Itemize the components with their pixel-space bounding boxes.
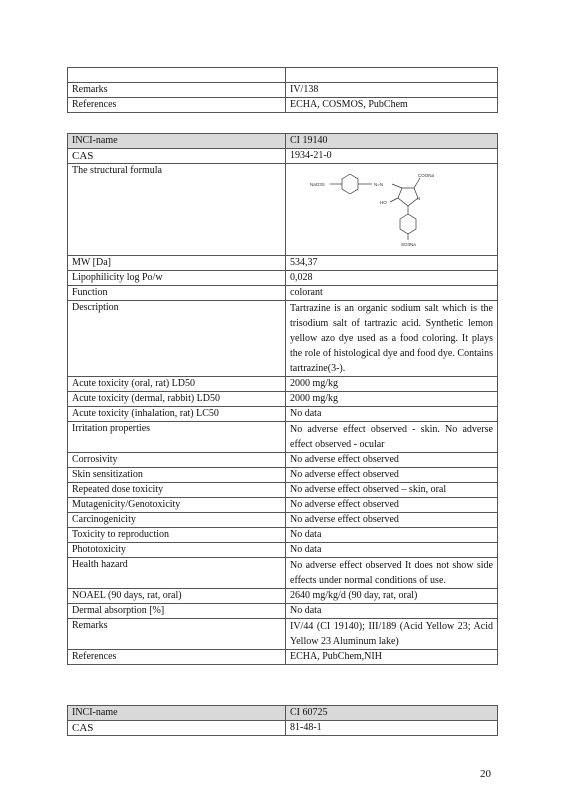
table-row bbox=[68, 256, 498, 271]
row-value: No adverse effect observed – skin, oral bbox=[286, 483, 498, 498]
table-row bbox=[68, 619, 498, 650]
cas-row bbox=[68, 721, 498, 736]
row-label bbox=[68, 68, 286, 83]
row-value: No data bbox=[286, 528, 498, 543]
row-label: Irritation properties bbox=[68, 422, 286, 453]
row-value: 2000 mg/kg bbox=[286, 377, 498, 392]
continued-table bbox=[67, 67, 498, 113]
structural-formula-cell bbox=[286, 164, 498, 256]
row-value: No adverse effect observed bbox=[286, 513, 498, 528]
formula-group-hydroxyl: HO bbox=[380, 200, 387, 205]
row-value: No data bbox=[286, 407, 498, 422]
table-row bbox=[68, 377, 498, 392]
table-row bbox=[68, 468, 498, 483]
table-row bbox=[68, 68, 498, 83]
row-label: Phototoxicity bbox=[68, 543, 286, 558]
row-label: References bbox=[68, 650, 286, 665]
row-label: Remarks bbox=[68, 619, 286, 650]
row-label: Corrosivity bbox=[68, 453, 286, 468]
row-label: Dermal absorption [%] bbox=[68, 604, 286, 619]
table-row bbox=[68, 528, 498, 543]
table-row bbox=[68, 543, 498, 558]
table-row bbox=[68, 650, 498, 665]
formula-label: The structural formula bbox=[68, 164, 286, 256]
table-row bbox=[68, 558, 498, 589]
cas-label: CAS bbox=[68, 149, 286, 164]
row-value: No adverse effect observed - skin. No adverse effect observed - ocular bbox=[286, 422, 498, 453]
formula-row bbox=[68, 164, 498, 256]
row-label: NOAEL (90 days, rat, oral) bbox=[68, 589, 286, 604]
row-label: Repeated dose toxicity bbox=[68, 483, 286, 498]
row-label: Acute toxicity (inhalation, rat) LC50 bbox=[68, 407, 286, 422]
table-row bbox=[68, 422, 498, 453]
table-row bbox=[68, 483, 498, 498]
page-number: 20 bbox=[480, 768, 491, 780]
row-value: No adverse effect observed bbox=[286, 498, 498, 513]
row-label: Lipophilicity log Po/w bbox=[68, 271, 286, 286]
row-value: 534,37 bbox=[286, 256, 498, 271]
row-value: IV/138 bbox=[286, 83, 498, 98]
inci-name-value: CI 60725 bbox=[286, 706, 498, 721]
row-value: No data bbox=[286, 604, 498, 619]
tartrazine-structure-image bbox=[290, 164, 480, 250]
formula-group-azo: N=N bbox=[374, 182, 384, 187]
table-row bbox=[68, 271, 498, 286]
table-row bbox=[68, 604, 498, 619]
table-row bbox=[68, 392, 498, 407]
inci-name-value: CI 19140 bbox=[286, 134, 498, 149]
formula-ring-nitrogen: N bbox=[417, 196, 421, 201]
table-row bbox=[68, 98, 498, 113]
row-label: Carcinogenicity bbox=[68, 513, 286, 528]
row-value: 2640 mg/kg/d (90 day, rat, oral) bbox=[286, 589, 498, 604]
ingredient-table-ci-60725 bbox=[67, 705, 498, 736]
formula-group-carboxyl: COONa bbox=[418, 173, 435, 178]
row-value: No adverse effect observed It does not show side effects under normal conditions of use. bbox=[286, 558, 498, 589]
row-label: Acute toxicity (dermal, rabbit) LD50 bbox=[68, 392, 286, 407]
row-label: Skin sensitization bbox=[68, 468, 286, 483]
row-label: Function bbox=[68, 286, 286, 301]
row-label: Acute toxicity (oral, rat) LD50 bbox=[68, 377, 286, 392]
row-value: ECHA, COSMOS, PubChem bbox=[286, 98, 498, 113]
row-label: References bbox=[68, 98, 286, 113]
table-header-row bbox=[68, 134, 498, 149]
table-row bbox=[68, 589, 498, 604]
table-header-row bbox=[68, 706, 498, 721]
table-row bbox=[68, 286, 498, 301]
row-value: No adverse effect observed bbox=[286, 453, 498, 468]
cas-label: CAS bbox=[68, 721, 286, 736]
row-value: 2000 mg/kg bbox=[286, 392, 498, 407]
formula-group-so3na: SO3Na bbox=[401, 242, 416, 247]
table-row bbox=[68, 301, 498, 377]
cas-value: 81-48-1 bbox=[286, 721, 498, 736]
ingredient-table-ci-19140 bbox=[67, 133, 498, 665]
table-row bbox=[68, 498, 498, 513]
inci-name-label: INCI-name bbox=[68, 134, 286, 149]
row-label: Toxicity to reproduction bbox=[68, 528, 286, 543]
row-label: MW [Da] bbox=[68, 256, 286, 271]
row-value: IV/44 (CI 19140); III/189 (Acid Yellow 23; Acid Yellow 23 Aluminum lake) bbox=[286, 619, 498, 650]
row-label: Description bbox=[68, 301, 286, 377]
table-row bbox=[68, 407, 498, 422]
row-value: No data bbox=[286, 543, 498, 558]
row-value: ECHA, PubChem,NIH bbox=[286, 650, 498, 665]
table-row bbox=[68, 83, 498, 98]
cas-value: 1934-21-0 bbox=[286, 149, 498, 164]
row-value: Tartrazine is an organic sodium salt which is the trisodium salt of tartrazic acid. Synthetic lemon yellow azo dye used as a food coloring. It plays the role of histological dye and food dye. Contains tartrazine(3-). bbox=[286, 301, 498, 377]
row-value: colorant bbox=[286, 286, 498, 301]
cas-row bbox=[68, 149, 498, 164]
table-row bbox=[68, 513, 498, 528]
row-value: 0,028 bbox=[286, 271, 498, 286]
formula-group-naso3: NaO3S bbox=[310, 182, 325, 187]
row-label: Health hazard bbox=[68, 558, 286, 589]
row-value: No adverse effect observed bbox=[286, 468, 498, 483]
table-row bbox=[68, 453, 498, 468]
row-label: Remarks bbox=[68, 83, 286, 98]
row-value bbox=[286, 68, 498, 83]
inci-name-label: INCI-name bbox=[68, 706, 286, 721]
row-label: Mutagenicity/Genotoxicity bbox=[68, 498, 286, 513]
